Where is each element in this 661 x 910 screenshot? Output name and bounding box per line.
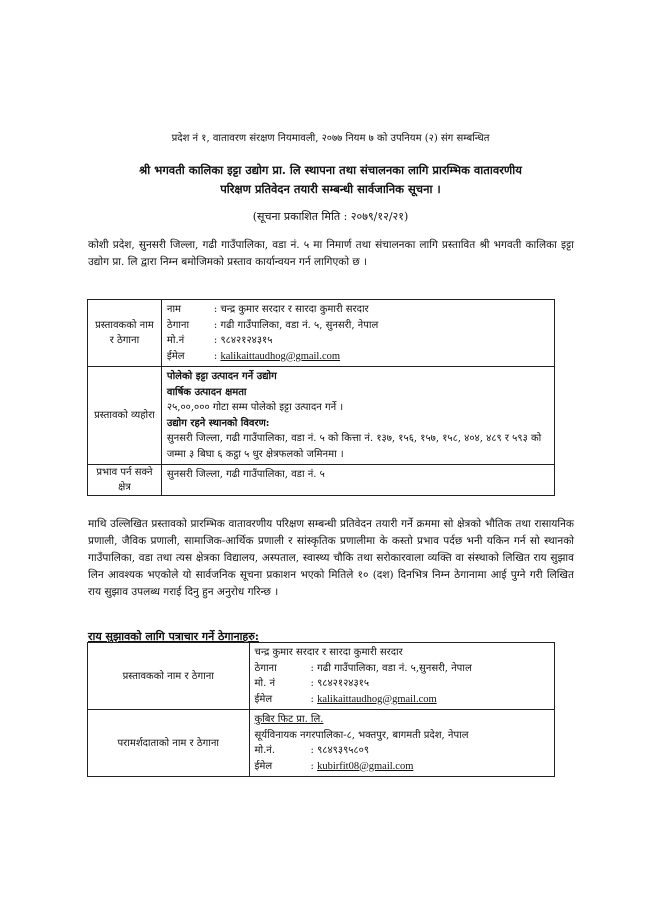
proponent-details	[161, 300, 554, 367]
address-key: ठेगाना	[254, 662, 277, 674]
email-colon: :	[213, 350, 218, 362]
email-colon: :	[310, 693, 314, 705]
consultant-name: कुबिर फिट प्रा. लि.	[254, 714, 324, 725]
table-row	[88, 465, 555, 496]
consultant-details	[249, 710, 554, 777]
email-link[interactable]: kubirfit08@gmail.com	[317, 760, 414, 772]
table-row	[88, 367, 555, 465]
proponent-contact-details	[249, 643, 554, 710]
address-value: : गढी गाउँपालिका, वडा नं. ५,सुनसरी, नेपाल	[310, 662, 472, 674]
impact-label: प्रभाव पर्न सक्ने क्षेत्र	[88, 465, 162, 496]
location-value: सुनसरी जिल्ला, गढी गाउँपालिका, वडा नं. ५ को कित्ता नं. १३७, १५६, १५७, १५८, ४०४, ४८९ र ५९३ को जम्मा ३ बिघा ६ कट्ठा ५ धुर क्षेत्रफलको जमिनमा ।	[166, 433, 542, 460]
proposal-table	[87, 299, 555, 496]
business-label: प्रस्तावको व्यहोरा	[88, 367, 162, 465]
email-key: ईमेल	[254, 693, 273, 705]
email-link[interactable]: kalikaittaudhog@gmail.com	[317, 693, 437, 705]
business-details	[161, 367, 554, 465]
capacity-value: २५,००,००० गोटा सम्म पोलेको इट्टा उत्पादन गर्ने ।	[166, 402, 344, 413]
consultant-label: परामर्शदाताको नाम र ठेगाना	[88, 710, 250, 777]
contact-heading: राय सुझावको लागि पत्राचार गर्ने ठेगानाहरु:	[88, 630, 259, 643]
location-heading: उद्योग रहने स्थानको विवरण:	[166, 417, 270, 429]
phone-value: : ९८४२१२४३१५	[213, 335, 273, 346]
regulation-reference: प्रदेश नं १, वातावरण संरक्षण नियमावली, २०७७ नियम ७ को उपनियम (२) संग सम्बन्धित	[171, 133, 490, 144]
phone-value: : ९८४२१२४३१५	[310, 678, 370, 689]
phone-key: मो.नं	[166, 335, 185, 346]
notice-title	[40, 161, 621, 199]
email-link[interactable]: kalikaittaudhog@gmail.com	[220, 350, 341, 362]
email-key: ईमेल	[166, 350, 185, 362]
request-paragraph: माथि उल्लिखित प्रस्तावको प्रारम्भिक वातावरणीय परिक्षण सम्बन्धी प्रतिवेदन तयारी गर्ने क्रममा सो क्षेत्रको भौतिक तथा रासायनिक प्रणाली, जैविक प्रणाली, सामाजिक-आर्थिक प्रणाली र सांस्कृतिक प्रणालीमा के कस्तो प्रभाव पर्दछ भनी यकिन गर्न सो स्थानको गाउँपालिका, वडा तथा त्यस क्षेत्रका विद्यालय, अस्पताल, स्वास्थ्य चौकि तथा सरोकारवाला व्यक्ति वा संस्थाको लिखित राय सुझाव लिन आवश्यक भएकोले यो सार्वजनिक सूचना प्रकाशन भएको मितिले १० (दश) दिनभित्र निम्न ठेगानामा आई पुग्ने गरी लिखित राय सुझाव उपलब्ध गराई दिनु हुन अनुरोध गरिन्छ ।	[88, 518, 574, 598]
publication-date: (सूचना प्रकाशित मिति : २०७९/१२/२१)	[252, 210, 409, 223]
table-row	[88, 300, 555, 367]
phone-key: मो.नं.	[254, 745, 275, 756]
table-row	[88, 643, 555, 710]
address-key: ठेगाना	[166, 319, 190, 331]
phone-value: : ९८४९३९५८०९	[310, 745, 370, 756]
table-row	[88, 710, 555, 777]
proponent-label: प्रस्तावकको नाम र ठेगाना	[88, 300, 162, 367]
proponent-name: चन्द्र कुमार सरदार र सारदा कुमारी सरदार	[254, 647, 403, 658]
contact-table	[87, 642, 555, 777]
impact-value: सुनसरी जिल्ला, गढी गाउँपालिका, वडा नं. ५	[161, 465, 554, 496]
capacity-heading: वार्षिक उत्पादन क्षमता	[166, 386, 247, 398]
title-line-2: परिक्षण प्रतिवेदन तयारी सम्बन्धी सार्वजानिक सूचना ।	[220, 182, 441, 196]
intro-paragraph: कोशी प्रदेश, सुनसरी जिल्ला, गढी गाउँपालिका, वडा नं. ५ मा निमार्ण तथा संचालनका लागि प्रस्तावित श्री भगवती कालिका इट्टा उद्योग प्रा. लि द्वारा निम्न बमोजिमको प्रस्ताव कार्यान्वयन गर्न लागिएको छ ।	[88, 239, 574, 268]
address-value: : गढी गाउँपालिका, वडा नं. ५, सुनसरी, नेपाल	[213, 319, 379, 331]
name-value: : चन्द्र कुमार सरदार र सारदा कुमारी सरदार	[213, 304, 369, 315]
email-colon: :	[310, 760, 314, 772]
name-key: नाम	[166, 304, 182, 315]
consultant-address: सूर्यविनायक नगरपालिका-८, भक्तपुर, बागमती प्रदेश, नेपाल	[254, 729, 469, 741]
phone-key: मो. नं	[254, 678, 275, 689]
title-line-1: श्री भगवती कालिका इट्टा उद्योग प्रा. लि स्थापना तथा संचालनका लागि प्रारम्भिक वातावरणीय	[139, 163, 522, 177]
industry-type: पोलेको इट्टा उत्पादन गर्ने उद्योग	[166, 371, 277, 382]
proponent-contact-label: प्रस्तावकको नाम र ठेगाना	[88, 643, 250, 710]
email-key: ईमेल	[254, 760, 273, 772]
